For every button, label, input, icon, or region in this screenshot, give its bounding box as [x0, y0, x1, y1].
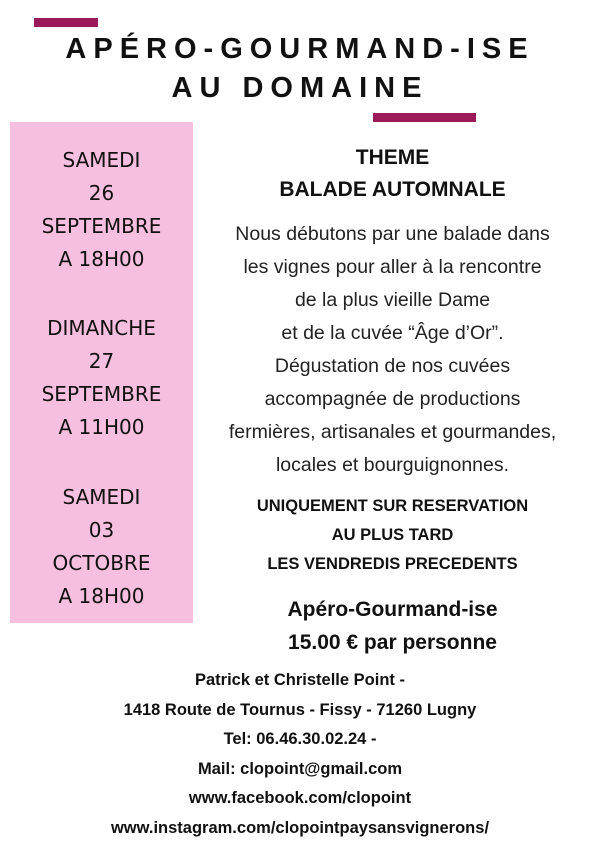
- contact-address: 1418 Route de Tournus - Fissy - 71260 Lugny: [123, 700, 477, 719]
- theme-title: BALADE AUTOMNALE: [279, 178, 506, 201]
- description-line: Nous débutons par une balade dans: [235, 223, 550, 245]
- top-accent-bar: [34, 18, 98, 27]
- contact-names: Patrick et Christelle Point -: [195, 671, 405, 689]
- contact-footer: [0, 666, 600, 843]
- date-month: OCTOBRE: [52, 551, 151, 575]
- description-line: les vignes pour aller à la rencontre: [243, 256, 542, 278]
- price-amount: 15.00 € par personne: [288, 631, 497, 654]
- reservation-line: UNIQUEMENT SUR RESERVATION: [256, 497, 529, 515]
- date-block-1: [10, 144, 193, 276]
- theme-label: THEME: [355, 146, 430, 169]
- description-line: fermières, artisanales et gourmandes,: [228, 421, 557, 443]
- title-line-1: APÉRO-GOURMAND-ISE: [65, 33, 535, 65]
- description-line: locales et bourguignonnes.: [275, 454, 510, 476]
- reservation-line: LES VENDREDIS PRECEDENTS: [267, 555, 518, 573]
- theme-heading: [195, 142, 590, 206]
- contact-phone: Tel: 06.46.30.02.24 -: [223, 730, 377, 748]
- description-line: accompagnée de productions: [264, 388, 521, 410]
- date-block-3: [10, 481, 193, 613]
- title-line-2: AU DOMAINE: [171, 72, 429, 104]
- right-accent-bar: [373, 113, 476, 122]
- date-day: SAMEDI: [62, 148, 141, 172]
- date-time: A 18H00: [58, 584, 145, 608]
- description-line: de la plus vieille Dame: [294, 289, 491, 311]
- contact-email[interactable]: Mail: clopoint@gmail.com: [197, 759, 403, 778]
- date-day: SAMEDI: [62, 485, 141, 509]
- reservation-notice: [195, 492, 590, 579]
- date-number: 03: [88, 518, 115, 542]
- date-number: 27: [88, 349, 115, 373]
- facebook-link[interactable]: www.facebook.com/clopoint: [188, 789, 412, 807]
- date-time: A 18H00: [58, 247, 145, 271]
- date-day: DIMANCHE: [47, 316, 156, 340]
- price-block: [195, 593, 590, 659]
- date-block-2: [10, 312, 193, 444]
- description-line: Dégustation de nos cuvées: [274, 355, 511, 377]
- date-month: SEPTEMBRE: [41, 382, 162, 406]
- price-label: Apéro-Gourmand-ise: [287, 598, 498, 621]
- date-month: SEPTEMBRE: [41, 214, 162, 238]
- description: [195, 218, 590, 482]
- reservation-line: AU PLUS TARD: [331, 526, 454, 544]
- description-line: et de la cuvée “Âge d’Or”.: [281, 322, 504, 344]
- instagram-link[interactable]: www.instagram.com/clopointpaysansvignerons/: [110, 818, 490, 837]
- date-time: A 11H00: [58, 415, 145, 439]
- date-number: 26: [88, 181, 115, 205]
